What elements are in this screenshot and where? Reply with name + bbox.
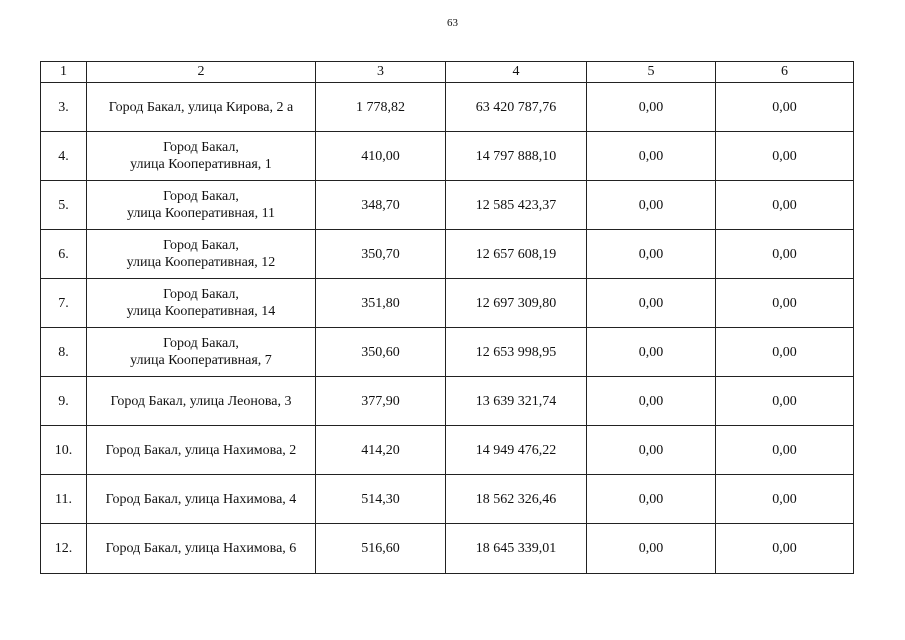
column-header-5: 5 bbox=[587, 62, 716, 83]
address-cell bbox=[87, 475, 316, 524]
column-5-cell: 0,00 bbox=[587, 328, 716, 377]
address-line-1: Город Бакал, bbox=[163, 336, 239, 351]
table-row bbox=[41, 181, 854, 230]
table-row bbox=[41, 230, 854, 279]
row-number-cell: 10. bbox=[41, 426, 87, 475]
area-cell: 410,00 bbox=[316, 132, 446, 181]
row-number-cell: 12. bbox=[41, 524, 87, 574]
address-line-1: Город Бакал, bbox=[163, 140, 239, 155]
row-number-cell: 8. bbox=[41, 328, 87, 377]
column-6-cell: 0,00 bbox=[716, 230, 854, 279]
address-line-2: улица Кооперативная, 7 bbox=[130, 353, 272, 368]
column-6-cell: 0,00 bbox=[716, 377, 854, 426]
address-cell bbox=[87, 230, 316, 279]
column-5-cell: 0,00 bbox=[587, 377, 716, 426]
address-line-1: Город Бакал, улица Нахимова, 6 bbox=[105, 541, 297, 556]
column-6-cell: 0,00 bbox=[716, 279, 854, 328]
column-5-cell: 0,00 bbox=[587, 426, 716, 475]
table-row bbox=[41, 279, 854, 328]
column-6-cell: 0,00 bbox=[716, 475, 854, 524]
address-line-2: улица Кооперативная, 12 bbox=[126, 255, 276, 270]
address-cell bbox=[87, 377, 316, 426]
column-5-cell: 0,00 bbox=[587, 230, 716, 279]
address-line-1: Город Бакал, улица Нахимова, 4 bbox=[105, 491, 297, 507]
column-6-cell: 0,00 bbox=[716, 426, 854, 475]
address-line-1: Город Бакал, bbox=[163, 189, 239, 204]
column-5-cell: 0,00 bbox=[587, 524, 716, 574]
area-cell: 414,20 bbox=[316, 426, 446, 475]
column-header-3: 3 bbox=[316, 62, 446, 83]
cost-cell: 12 697 309,80 bbox=[446, 279, 587, 328]
cost-cell: 13 639 321,74 bbox=[446, 377, 587, 426]
table-row bbox=[41, 426, 854, 475]
address-line-2: улица Кооперативная, 11 bbox=[126, 206, 276, 221]
column-5-cell: 0,00 bbox=[587, 475, 716, 524]
address-line-1: Город Бакал, улица Кирова, 2 а bbox=[108, 99, 294, 115]
address-cell bbox=[87, 83, 316, 132]
cost-cell: 18 645 339,01 bbox=[446, 524, 587, 574]
row-number-cell: 3. bbox=[41, 83, 87, 132]
table-row bbox=[41, 475, 854, 524]
table-row bbox=[41, 524, 854, 574]
column-6-cell: 0,00 bbox=[716, 83, 854, 132]
address-cell bbox=[87, 132, 316, 181]
column-header-1: 1 bbox=[41, 62, 87, 83]
table-row bbox=[41, 132, 854, 181]
address-cell bbox=[87, 524, 316, 574]
area-cell: 1 778,82 bbox=[316, 83, 446, 132]
page-number: 63 bbox=[447, 17, 458, 29]
area-cell: 351,80 bbox=[316, 279, 446, 328]
column-header-2: 2 bbox=[87, 62, 316, 83]
address-line-2: улица Кооперативная, 14 bbox=[126, 304, 276, 319]
column-5-cell: 0,00 bbox=[587, 279, 716, 328]
column-6-cell: 0,00 bbox=[716, 328, 854, 377]
table-row bbox=[41, 377, 854, 426]
row-number-cell: 7. bbox=[41, 279, 87, 328]
area-cell: 514,30 bbox=[316, 475, 446, 524]
column-5-cell: 0,00 bbox=[587, 181, 716, 230]
column-5-cell: 0,00 bbox=[587, 83, 716, 132]
column-6-cell: 0,00 bbox=[716, 132, 854, 181]
column-5-cell: 0,00 bbox=[587, 132, 716, 181]
address-line-1: Город Бакал, bbox=[163, 287, 239, 302]
column-6-cell: 0,00 bbox=[716, 181, 854, 230]
area-cell: 516,60 bbox=[316, 524, 446, 574]
cost-cell: 12 653 998,95 bbox=[446, 328, 587, 377]
cost-cell: 14 949 476,22 bbox=[446, 426, 587, 475]
address-line-1: Город Бакал, улица Леонова, 3 bbox=[110, 393, 292, 409]
header-row bbox=[41, 62, 854, 83]
area-cell: 350,60 bbox=[316, 328, 446, 377]
area-cell: 377,90 bbox=[316, 377, 446, 426]
address-cell bbox=[87, 328, 316, 377]
row-number-cell: 5. bbox=[41, 181, 87, 230]
column-header-4: 4 bbox=[446, 62, 587, 83]
table-row bbox=[41, 83, 854, 132]
address-line-1: Город Бакал, улица Нахимова, 2 bbox=[105, 442, 297, 458]
address-cell bbox=[87, 279, 316, 328]
cost-cell: 12 657 608,19 bbox=[446, 230, 587, 279]
table-row bbox=[41, 328, 854, 377]
address-cell bbox=[87, 426, 316, 475]
address-cell bbox=[87, 181, 316, 230]
column-header-6: 6 bbox=[716, 62, 854, 83]
column-6-cell: 0,00 bbox=[716, 524, 854, 574]
row-number-cell: 11. bbox=[41, 475, 87, 524]
cost-cell: 18 562 326,46 bbox=[446, 475, 587, 524]
data-table bbox=[40, 61, 854, 574]
cost-cell: 14 797 888,10 bbox=[446, 132, 587, 181]
address-line-1: Город Бакал, bbox=[163, 238, 239, 253]
cost-cell: 12 585 423,37 bbox=[446, 181, 587, 230]
row-number-cell: 4. bbox=[41, 132, 87, 181]
area-cell: 350,70 bbox=[316, 230, 446, 279]
address-line-2: улица Кооперативная, 1 bbox=[130, 157, 272, 172]
row-number-cell: 9. bbox=[41, 377, 87, 426]
cost-cell: 63 420 787,76 bbox=[446, 83, 587, 132]
area-cell: 348,70 bbox=[316, 181, 446, 230]
row-number-cell: 6. bbox=[41, 230, 87, 279]
